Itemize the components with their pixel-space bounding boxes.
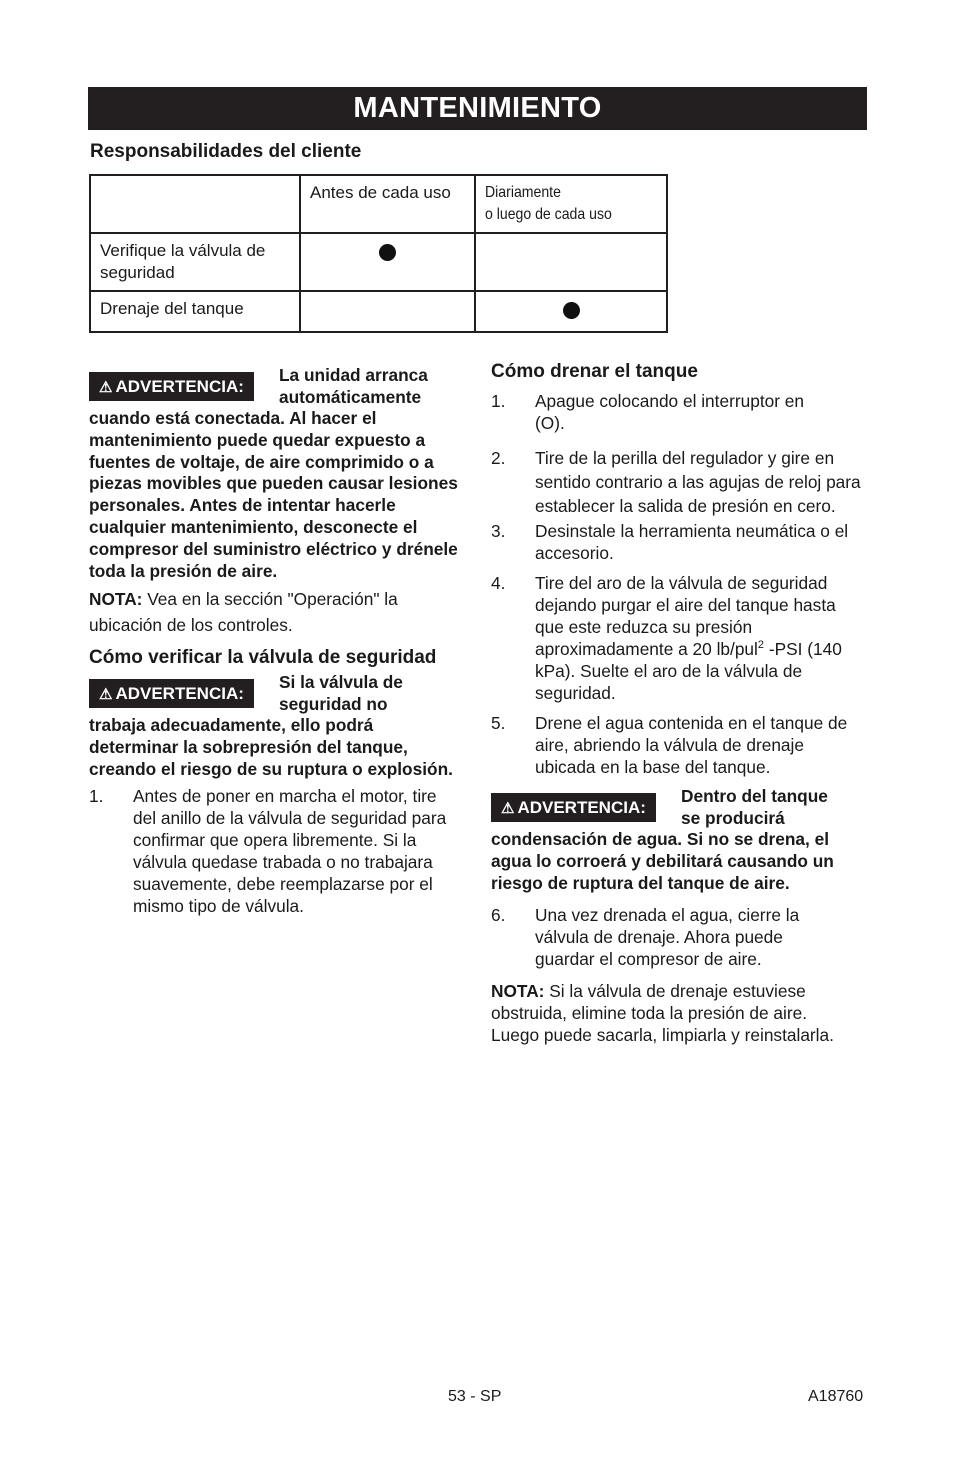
table-cell-daily — [475, 233, 667, 291]
warning-triangle-icon: ⚠ — [99, 686, 113, 704]
warning-head: Dentro del tanque se producirá — [681, 786, 828, 828]
header-daily-line2: o luego de cada uso — [485, 206, 612, 223]
page-title: MANTENIMIENTO — [88, 87, 867, 130]
table-header-before-use: Antes de cada uso — [300, 175, 475, 233]
warning-badge: ⚠ ADVERTENCIA: — [89, 372, 254, 401]
warning-block-auto-start — [89, 365, 463, 582]
left-column — [89, 365, 463, 917]
check-dot-icon — [379, 244, 396, 261]
page-number: 53 - SP — [448, 1388, 502, 1405]
warning-badge: ⚠ ADVERTENCIA: — [491, 793, 656, 822]
table-row — [90, 291, 667, 332]
note-label: NOTA: — [491, 981, 545, 1002]
section-heading: Responsabilidades del cliente — [90, 141, 362, 162]
table-header-daily — [475, 175, 667, 233]
table-row — [90, 233, 667, 291]
warning-head: Si la válvula de seguridad no — [279, 672, 403, 714]
responsibilities-table — [89, 174, 668, 333]
warning-text: trabaja adecuadamente, ello podrá determinar la sobrepresión del tanque, creando el riesgo de su ruptura o explosión. — [89, 715, 453, 779]
drain-steps — [491, 390, 869, 778]
note-label: NOTA: — [89, 589, 143, 610]
check-dot-icon — [563, 302, 580, 319]
warning-text: condensación de agua. Si no se drena, el agua lo corroerá y debilitará causando un riesgo de ruptura del tanque de aire. — [491, 829, 834, 893]
right-column — [491, 360, 869, 1046]
warning-triangle-icon: ⚠ — [99, 379, 113, 396]
list-item: 6. Una vez drenada el agua, cierre la válvula de drenaje. Ahora puede guardar el compresor de aire. — [491, 905, 800, 970]
list-item: 5. Drene el agua contenida en el tanque de aire, abriendo la válvula de drenaje ubicada en la base del tanque. — [491, 713, 848, 777]
document-code: A18760 — [808, 1388, 864, 1405]
list-item: 1. Apague colocando el interruptor en (O). — [491, 391, 805, 433]
subheading-check-valve: Cómo verificar la válvula de seguridad — [89, 647, 437, 669]
table-cell-task: Verifique la válvula de seguridad — [90, 233, 300, 291]
table-header-row — [90, 175, 667, 233]
table-header-blank — [90, 175, 300, 233]
note-text: Si la válvula de drenaje estuviese obstruida, elimine toda la presión de aire. Luego puede sacarla, limpiarla y reinstalarla. — [491, 981, 834, 1046]
warning-block-condensation — [491, 786, 869, 894]
list-item: 4. Tire del aro de la válvula de seguridad dejando purgar el aire del tanque hasta que este reduzca su presión aproximadamente a 20 lb/pul$^2$ -PSI (140 kPa). Suelte el aro de la válvula de seguridad. — [491, 573, 842, 703]
note-controls — [89, 586, 463, 638]
table-cell-daily — [475, 291, 667, 332]
table-cell-task: Drenaje del tanque — [90, 291, 300, 332]
warning-head: La unidad arranca automáticamente — [279, 365, 428, 407]
warning-badge: ⚠ ADVERTENCIA: — [89, 679, 254, 708]
note-text: Vea en la sección "Operación" la ubicación de los controles. — [89, 589, 398, 636]
list-item: 2. Tire de la perilla del regulador y gire en sentido contrario a las agujas de reloj para establecer la salida de presión en cero. — [491, 448, 861, 516]
subheading-drain-tank: Cómo drenar el tanque — [491, 361, 698, 382]
warning-triangle-icon: ⚠ — [501, 800, 515, 817]
note-drain-valve — [491, 980, 869, 1046]
check-valve-steps — [89, 785, 463, 917]
table-cell-before-use — [300, 291, 475, 332]
table-cell-before-use — [300, 233, 475, 291]
header-daily-line1: Diariamente — [485, 184, 561, 201]
warning-block-valve — [89, 672, 463, 780]
warning-text: cuando está conectada. Al hacer el mantenimiento puede quedar expuesto a fuentes de voltaje, de aire comprimido o a piezas movibles que pueden causar lesiones personales. Antes de intentar hacerle cualquier mantenimiento, desconecte el compresor del suministro eléctrico y drénele toda la presión de aire. — [89, 408, 458, 581]
drain-steps-continued — [491, 904, 869, 970]
list-item: 3. Desinstale la herramienta neumática o el accesorio. — [491, 521, 849, 563]
list-item: 1. Antes de poner en marcha el motor, tire del anillo de la válvula de seguridad para confirmar que opera libremente. Si la válvula quedase trabada o no trabajara suavemente, debe reemplazarse por el mismo tipo de válvula. — [89, 785, 447, 916]
